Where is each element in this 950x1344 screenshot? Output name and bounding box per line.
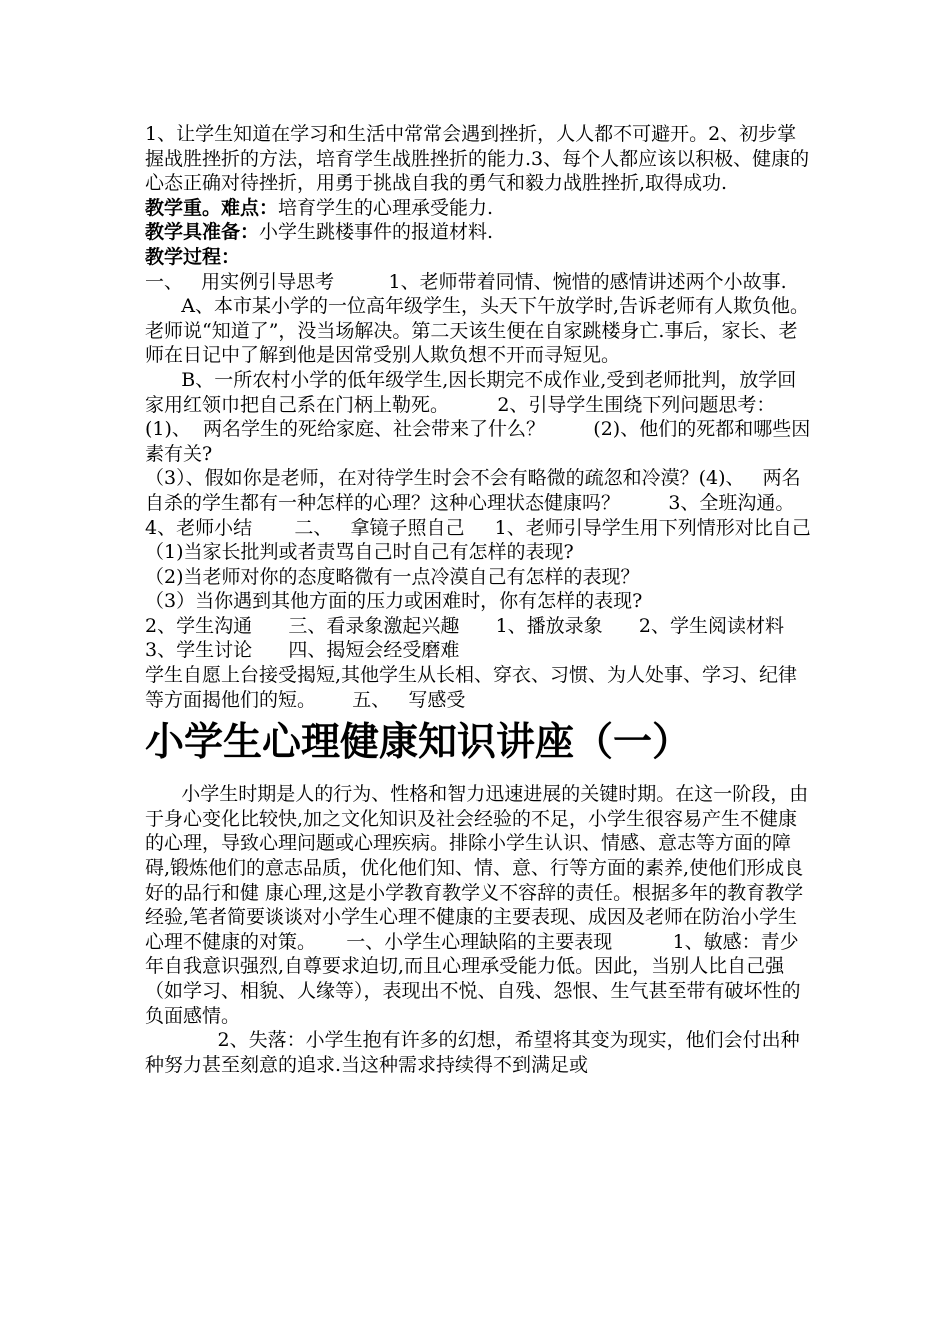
process-body: 一、 用实例引导思考 1、老师带着同情、惋惜的感情讲述两个小故事. A、本市某小学的一位高年级学生，头天下午放学时,告诉老师有人欺负他。老师说“知道了”，没当场解决。第二天该生便在自家跳楼身亡.事后，家长、老师在日记中了解到他是因常受别人欺负想不开而寻短见。 B、一所农村小学的低年级学生,因长期完不成作业,受到老师批判，放学回家用红领巾把自己系在门柄上勒死。 2、引导学生围绕下列问题思考： (1)、 两名学生的死给家庭、社会带来了什么？ (2)、他们的死都和哪些因素有关? （3）、假如你是老师，在对待学生时会不会有略微的疏忽和冷漠？(4)、 两名自杀的学生都有一种怎样的心理？这种心理状态健康吗？ 3、全班沟通。 4、老师小结 二、 拿镜子照自己 1、老师引导学生用下列情形对比自己 （1)当家长批判或者责骂自己时自己有怎样的表现? （2)当老师对你的态度略微有一点冷漠自己有怎样的表现？ （3）当你遇到其他方面的压力或困难时，你有怎样的表现? 2、学生沟通 三、看录象激起兴趣 1、播放录象 2、学生阅读材料 3、学生讨论 四、揭短会经受磨难 学生自愿上台接受揭短,其他学生从长相、穿衣、习惯、为人处事、学习、纪律等方面揭他们的短。 五、 写感受 [145, 270, 811, 711]
objectives-paragraph: 1、让学生知道在学习和生活中常常会遇到挫折，人人都不可避开。2、初步掌握战胜挫折的方法，培育学生战胜挫折的能力.3、每个人都应该以积极、健康的心态正确对待挫折，用勇于挑战自我的勇气和毅力战胜挫折,取得成功. [145, 123, 810, 195]
lecture-body: 小学生时期是人的行为、性格和智力迅速进展的关键时期。在这一阶段，由于身心变化比较快,加之文化知识及社会经验的不足，小学生很容易产生不健康的心理，导致心理问题或心理疾病。排除小学生认识、情感、意志等方面的障碍,锻炼他们的意志品质，优化他们知、情、意、行等方面的素养,使他们形成良好的品行和健 康心理,这是小学教育教学义不容辞的责任。根据多年的教育教学经验,笔者简要谈谈对小学生心理不健康的主要表现、成因及老师在防治小学生心理不健康的对策。 一、小学生心理缺陷的主要表现 1、敏感：青少年自我意识强烈,自尊要求迫切,而且心理承受能力低。因此，当别人比自己强（如学习、相貌、人缘等），表现出不悦、自残、怨恨、生气甚至带有破坏性的负面感情。 2、失落：小学生抱有许多的幻想，希望将其变为现实，他们会付出种种努力甚至刻意的追求.当这种需求持续得不到满足或 [145, 783, 809, 1076]
key-point-label: 教学重。难点： [145, 196, 279, 219]
process-label: 教学过程： [145, 245, 241, 268]
prep-label: 教学具准备： [145, 221, 260, 244]
key-point-line [145, 196, 815, 221]
lecture-title: 小学生心理健康知识讲座（一） [145, 719, 692, 766]
key-point-text: 培育学生的心理承受能力. [278, 196, 494, 219]
prep-text: 小学生跳楼事件的报道材料. [259, 221, 494, 244]
prep-line [145, 220, 815, 245]
document-page [145, 122, 815, 1077]
